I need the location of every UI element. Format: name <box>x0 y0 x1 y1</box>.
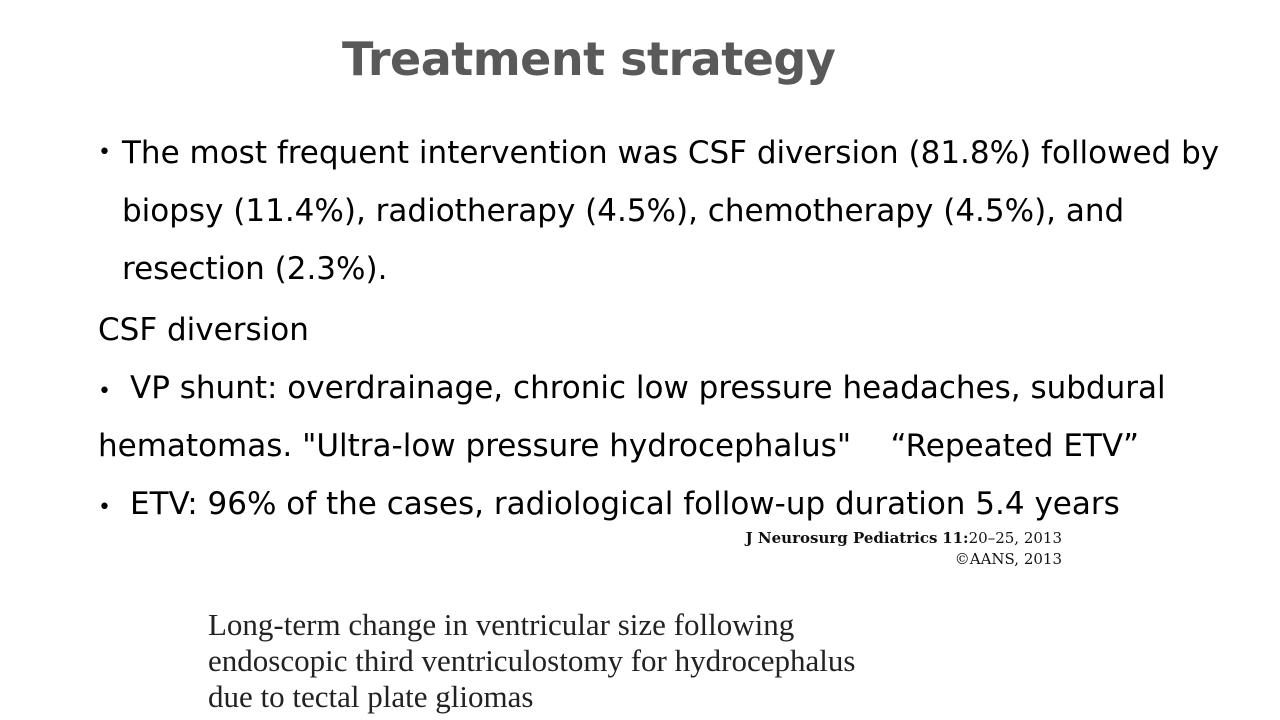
paper-title <box>208 607 855 715</box>
paper-title-line: endoscopic third ventriculostomy for hydrocephalus <box>208 643 856 678</box>
journal-citation <box>746 528 1062 570</box>
bullet-icon: • <box>98 379 111 404</box>
journal-name: J Neurosurg Pediatrics <box>745 529 938 547</box>
bullet-vp-shunt-continuation: hematomas. "Ultra-low pressure hydrocephalus" “Repeated ETV” <box>98 428 1140 464</box>
bullet-vp-shunt: VP shunt: overdrainage, chronic low pressure headaches, subdural <box>130 370 1166 406</box>
bullet-etv: ETV: 96% of the cases, radiological follow-up duration 5.4 years <box>130 486 1120 522</box>
section-heading-csf-diversion: CSF diversion <box>98 312 309 348</box>
paper-title-line: Long-term change in ventricular size following <box>208 607 795 642</box>
bullet-icon: • <box>98 140 111 165</box>
slide-title: Treatment strategy <box>342 32 836 86</box>
list-item <box>98 486 1120 522</box>
copyright-line: ©AANS, 2013 <box>954 550 1062 568</box>
bullet-intervention-frequency: The most frequent intervention was CSF diversion (81.8%) followed by biopsy (11.4%), radiotherapy (4.5%), chemotherapy (4.5%), and resection (2.3%). <box>122 135 1220 287</box>
paper-title-line: due to tectal plate gliomas <box>208 679 534 714</box>
list-item <box>98 124 1248 298</box>
journal-pages-year: 20–25, 2013 <box>968 529 1062 547</box>
citation-line <box>746 528 1062 549</box>
bullet-icon: • <box>98 495 111 520</box>
journal-volume: 11: <box>942 529 969 547</box>
list-item <box>98 370 1166 406</box>
bullet-list <box>98 124 1248 298</box>
